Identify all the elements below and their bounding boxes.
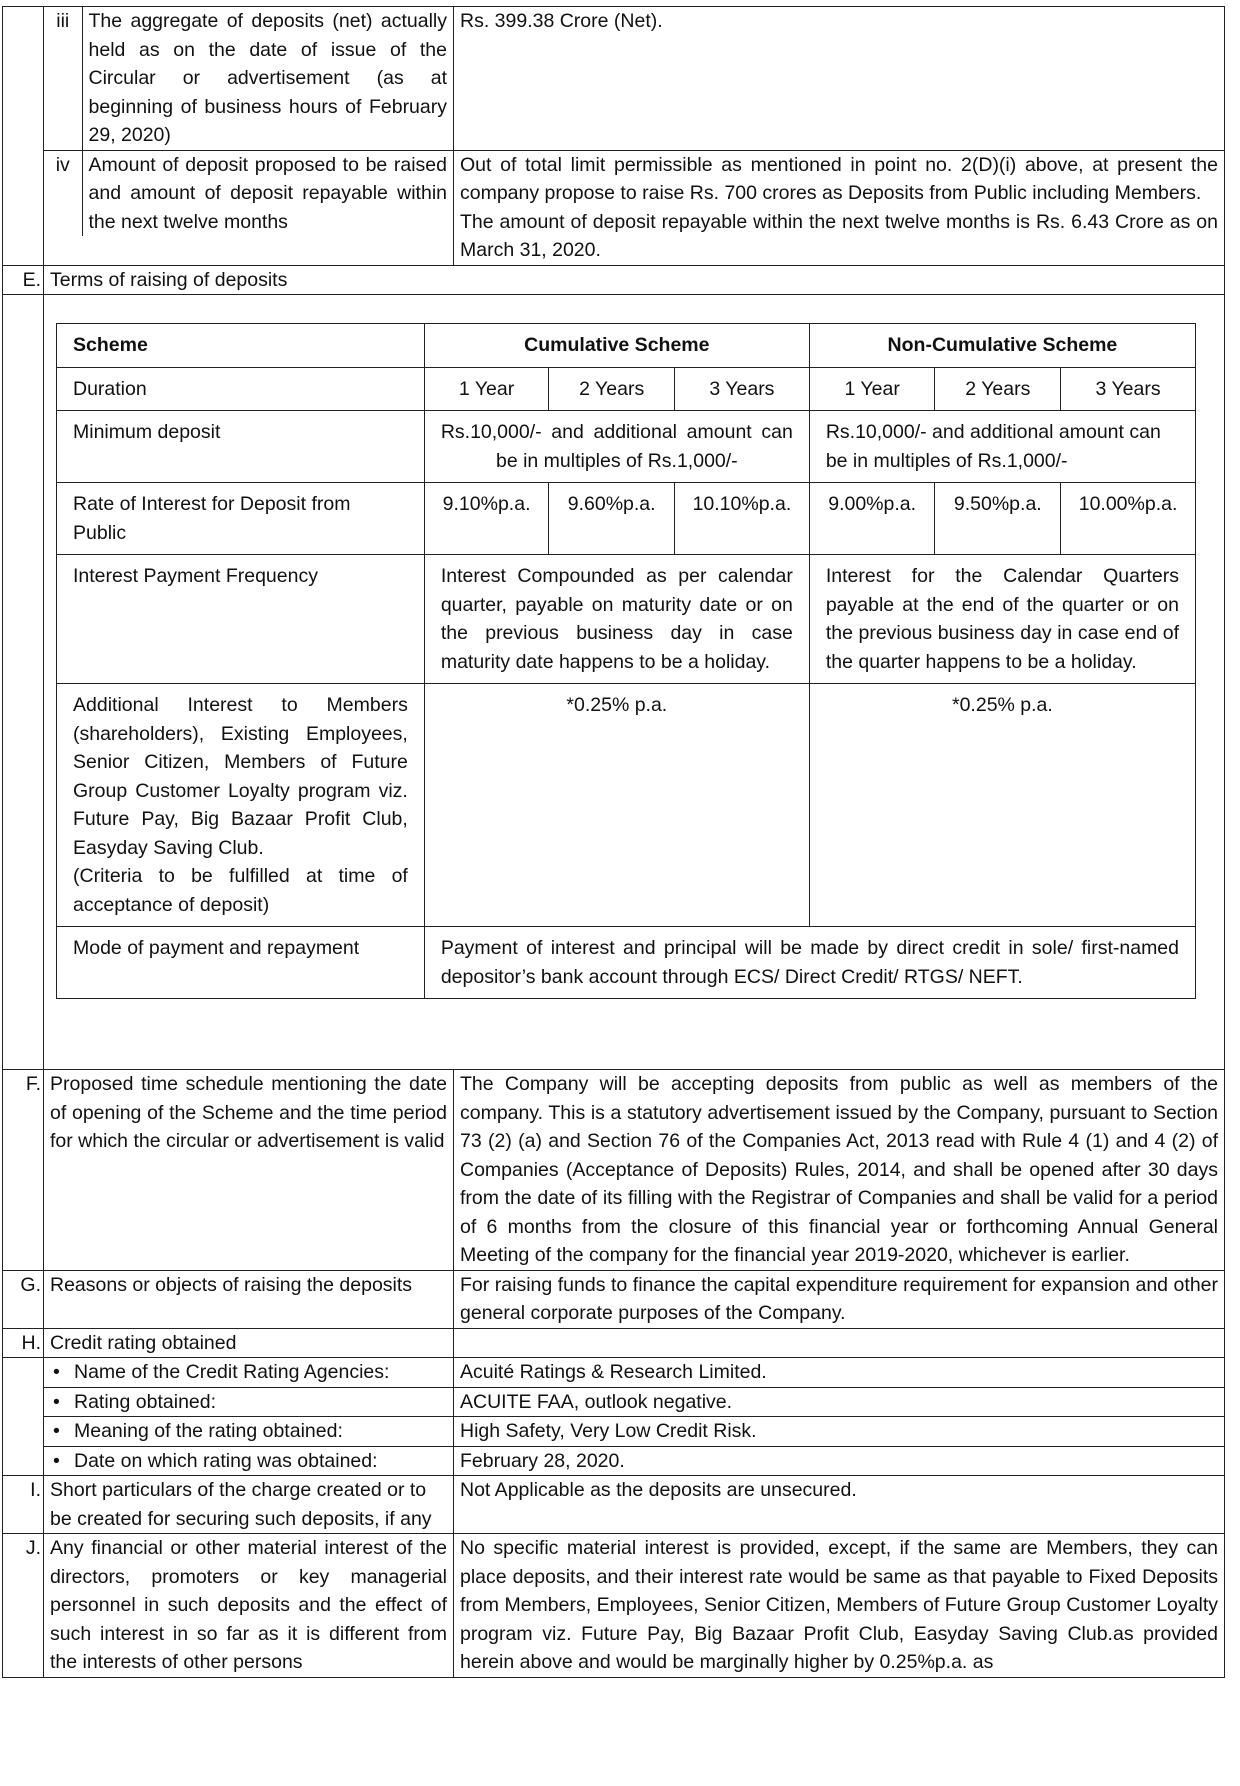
payment-frequency-row (57, 555, 1196, 684)
rating-item (3, 1417, 1225, 1447)
row-label: Minimum deposit (57, 411, 425, 483)
section-letter: I. (3, 1476, 44, 1534)
min-deposit-noncumulative: Rs.10,000/- and additional amount can be in multiples of Rs.1,000/- (809, 411, 1195, 483)
section-title: Terms of raising of deposits (44, 265, 1225, 295)
section-label: Any financial or other material interest of the directors, promoters or key managerial personnel in such deposits and the effect of such interest in so far as it is different from the interests of other persons (44, 1534, 454, 1678)
label-paragraph: Additional Interest to Members (shareholders), Existing Employees, Senior Citizen, Members of Future Group Customer Loyalty program viz. Future Pay, Big Bazaar Profit Club, Easyday Saving Club. (73, 694, 408, 859)
rating-item-value: Acuité Ratings & Research Limited. (454, 1358, 1225, 1388)
duration-cell: 3 Years (1061, 367, 1196, 411)
value-paragraph: The amount of deposit repayable within the next twelve months is Rs. 6.43 Crore as on March 31, 2020. (460, 210, 1218, 261)
rating-item-label: • Rating obtained: (44, 1387, 454, 1417)
row-label: Interest Payment Frequency (57, 555, 425, 684)
rating-item (3, 1387, 1225, 1417)
section-label: Reasons or objects of raising the deposits (44, 1270, 454, 1328)
section-letter: H. (3, 1328, 44, 1358)
rate-cell: 9.10%p.a. (424, 483, 549, 555)
section-value (454, 1328, 1225, 1358)
additional-interest-row (57, 684, 1196, 927)
section-g (3, 1270, 1225, 1328)
row-iv (3, 150, 1225, 265)
section-letter: J. (3, 1534, 44, 1678)
section-label: Credit rating obtained (44, 1328, 454, 1358)
document-page (0, 6, 1240, 1678)
duration-cell: 1 Year (809, 367, 935, 411)
section-e-header (3, 265, 1225, 295)
row-label: Mode of payment and repayment (57, 927, 425, 999)
rating-item-value: High Safety, Very Low Credit Risk. (454, 1417, 1225, 1447)
section-label: Proposed time schedule mentioning the date of opening of the Scheme and the time period for which the circular or advertisement is valid (44, 1070, 454, 1271)
interest-rate-row (57, 483, 1196, 555)
rating-item-label: • Meaning of the rating obtained: (44, 1417, 454, 1447)
rating-item-value: ACUITE FAA, outlook negative. (454, 1387, 1225, 1417)
rate-cell: 10.00%p.a. (1061, 483, 1196, 555)
duration-cell: 2 Years (935, 367, 1061, 411)
section-letter: E. (3, 265, 44, 295)
row-label: Amount of deposit proposed to be raised and amount of deposit repayable within the next twelve months (82, 151, 453, 237)
duration-cell: 2 Years (549, 367, 675, 411)
row-iii (3, 7, 1225, 151)
section-j (3, 1534, 1225, 1678)
rating-item (3, 1446, 1225, 1476)
rating-item-label: • Name of the Credit Rating Agencies: (44, 1358, 454, 1388)
section-letter: F. (3, 1070, 44, 1271)
row-label: Rate of Interest for Deposit from Public (57, 483, 425, 555)
payment-mode-row (57, 927, 1196, 999)
disclosure-table (2, 6, 1225, 1678)
rate-cell: 9.00%p.a. (809, 483, 935, 555)
section-letter: G. (3, 1270, 44, 1328)
cumulative-header: Cumulative Scheme (424, 324, 809, 368)
section-e-body (3, 295, 1225, 1070)
duration-cell: 1 Year (424, 367, 549, 411)
row-number: iv (55, 153, 70, 176)
section-i (3, 1476, 1225, 1534)
row-label: Duration (57, 367, 425, 411)
rate-cell: 9.50%p.a. (935, 483, 1061, 555)
frequency-cumulative: Interest Compounded as per calendar quarter, payable on maturity date or on the previous business day in case maturity date happens to be a holiday. (424, 555, 809, 684)
rate-cell: 10.10%p.a. (675, 483, 810, 555)
label-paragraph: (Criteria to be fulfilled at time of acceptance of deposit) (73, 865, 408, 916)
minimum-deposit-row (57, 411, 1196, 483)
section-value: The Company will be accepting deposits from public as well as members of the company. This is a statutory advertisement issued by the Company, pursuant to Section 73 (2) (a) and Section 76 of the Companies Act, 2013 read with Rule 4 (1) and 4 (2) of Companies (Acceptance of Deposits) Rules, 2014, and shall be opened after 30 days from the date of its filling with the Registrar of Companies and shall be valid for a period of 6 months from the closure of this financial year or forthcoming Annual General Meeting of the company for the financial year 2019-2020, whichever is earlier. (454, 1070, 1225, 1271)
section-value: Not Applicable as the deposits are unsecured. (454, 1476, 1225, 1534)
deposit-terms-table (56, 323, 1196, 999)
frequency-noncumulative: Interest for the Calendar Quarters payable at the end of the quarter or on the previous business day in case end of the quarter happens to be a holiday. (809, 555, 1195, 684)
section-h (3, 1328, 1225, 1358)
section-value: No specific material interest is provided, except, if the same are Members, they can place deposits, and their interest rate would be same as that payable to Fixed Deposits from Members, Employees, Senior Citizen, Members of Future Group Customer Loyalty program viz. Future Pay, Big Bazaar Profit Club, Easyday Saving Club.as provided herein above and would be marginally higher by 0.25%p.a. as (454, 1534, 1225, 1678)
rate-cell: 9.60%p.a. (549, 483, 675, 555)
duration-cell: 3 Years (675, 367, 810, 411)
payment-mode-value: Payment of interest and principal will be made by direct credit in sole/ first-named depositor’s bank account through ECS/ Direct Credit/ RTGS/ NEFT. (424, 927, 1195, 999)
rating-item-label: • Date on which rating was obtained: (44, 1446, 454, 1476)
rating-item-value: February 28, 2020. (454, 1446, 1225, 1476)
row-label (57, 684, 425, 927)
terms-header-row (57, 324, 1196, 368)
duration-row (57, 367, 1196, 411)
noncumulative-header: Non-Cumulative Scheme (809, 324, 1195, 368)
section-value: For raising funds to finance the capital expenditure requirement for expansion and other general corporate purposes of the Company. (454, 1270, 1225, 1328)
row-label: The aggregate of deposits (net) actually held as on the date of issue of the Circular or advertisement (as at beginning of business hours of February 29, 2020) (82, 7, 453, 150)
rating-item (3, 1358, 1225, 1388)
min-deposit-cumulative: Rs.10,000/- and additional amount can be in multiples of Rs.1,000/- (424, 411, 809, 483)
row-value: Rs. 399.38 Crore (Net). (454, 7, 1225, 151)
row-number: iii (56, 10, 70, 32)
additional-interest-noncumulative: *0.25% p.a. (809, 684, 1195, 927)
value-paragraph: Out of total limit permissible as mentioned in point no. 2(D)(i) above, at present the company propose to raise Rs. 700 crores as Deposits from Public including Members. (460, 153, 1218, 204)
scheme-header: Scheme (57, 324, 425, 368)
additional-interest-cumulative: *0.25% p.a. (424, 684, 809, 927)
section-label: Short particulars of the charge created or to be created for securing such deposits, if any (44, 1476, 454, 1534)
row-value (454, 150, 1225, 265)
section-f (3, 1070, 1225, 1271)
